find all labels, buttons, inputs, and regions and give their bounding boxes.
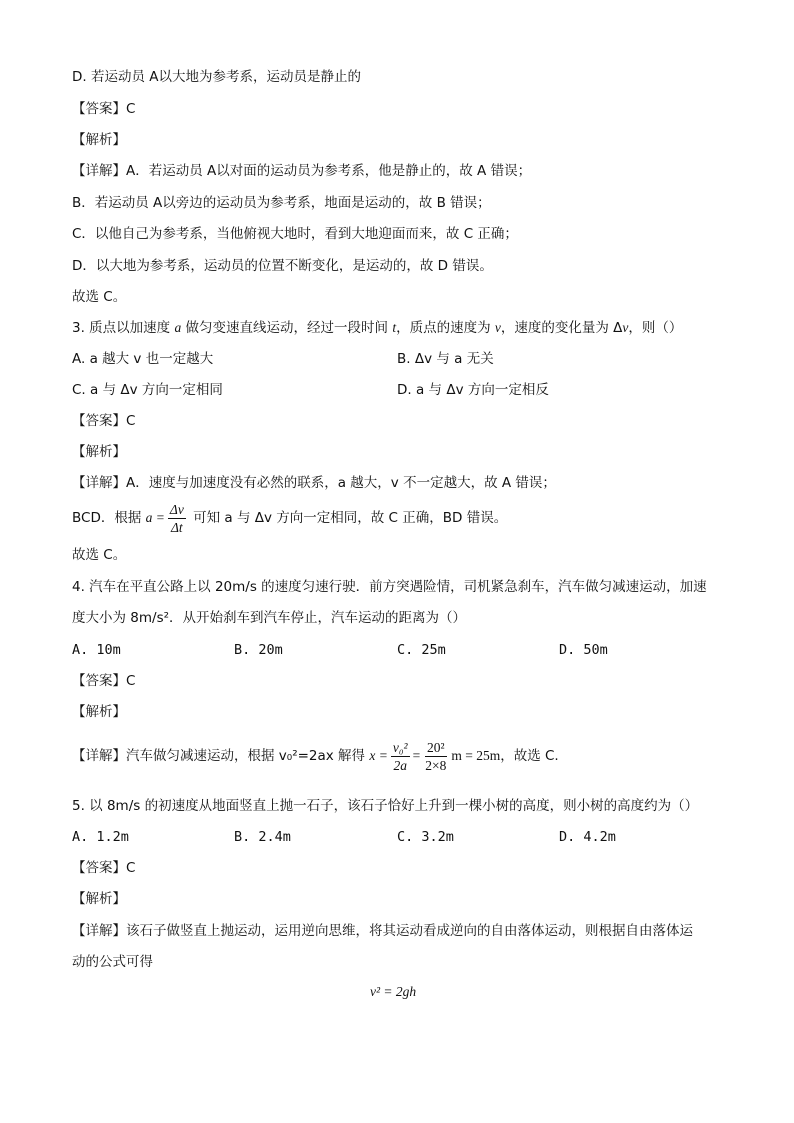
q2-option-d: D. 若运动员 A以大地为参考系，运动员是静止的 [72, 69, 362, 85]
q4-detail: 【详解】汽车做匀减速运动，根据 v₀²=2ax 解得 x = $\frac{\text{v₀²}}{2a}$ = $\frac{\text{20²}}{2\times 8}$ m = 25m，故选 C. [72, 739, 559, 773]
q5-detail-line-1: 【详解】该石子做竖直上抛运动，运用逆向思维，将其运动看成逆向的自由落体运动，则根据自由落体运 [72, 923, 693, 939]
q2-detail-b: B．若运动员 A以旁边的运动员为参考系，地面是运动的，故 B 错误； [72, 195, 491, 211]
q5-option-b: B. 2.4m [234, 829, 291, 845]
q5-formula: v² = 2gh [370, 984, 417, 999]
q3-stem: 3. 质点以加速度 a 做匀变速直线运动，经过一段时间 t，质点的速度为 v，速度的变化量为 Δv，则（） [72, 320, 683, 336]
q3-option-d: D. a 与 Δv 方向一定相反 [397, 382, 549, 398]
q5-detail-line-2: 动的公式可得 [72, 954, 153, 970]
q2-analysis-heading: 【解析】 [72, 132, 126, 148]
q4-option-b: B. 20m [234, 642, 283, 658]
q3-analysis-heading: 【解析】 [72, 444, 126, 460]
q3-conclusion: 故选 C。 [72, 547, 127, 563]
q3-formula-fraction: $\frac{\Delta v}{\Delta t}$ [169, 501, 184, 535]
q2-conclusion: 故选 C。 [72, 289, 127, 305]
q2-detail-c: C．以他自己为参考系，当他俯视大地时，看到大地迎面而来，故 C 正确； [72, 226, 518, 242]
q4-stem-line-2: 度大小为 8m/s²．从开始刹车到汽车停止，汽车运动的距离为（） [72, 610, 467, 626]
q4-answer: 【答案】C [72, 673, 136, 689]
q3-answer: 【答案】C [72, 413, 136, 429]
q3-detail-bcd: BCD．根据 a = $\frac{\Delta v}{\Delta t}$ 可知 a 与 Δv 方向一定相同，故 C 正确，BD 错误。 [72, 501, 508, 535]
q4-stem-line-1: 4. 汽车在平直公路上以 20m/s 的速度匀速行驶．前方突遇险情，司机紧急刹车，汽车做匀减速运动，加速 [72, 579, 707, 595]
q4-formula-fraction-1: $\frac{\text{v₀²}}{2a}$ [392, 739, 408, 773]
q2-detail-d: D．以大地为参考系，运动员的位置不断变化，是运动的，故 D 错误。 [72, 258, 493, 274]
q5-option-c: C. 3.2m [397, 829, 454, 845]
q4-analysis-heading: 【解析】 [72, 704, 126, 720]
q2-detail-a: 【详解】A．若运动员 A以对面的运动员为参考系，他是静止的，故 A 错误； [72, 163, 532, 179]
q5-option-d: D. 4.2m [559, 829, 616, 845]
q4-option-c: C. 25m [397, 642, 446, 658]
q4-formula-fraction-2: $\frac{\text{20²}}{2\times 8}$ [425, 739, 447, 773]
q3-formula-lhs: a = [145, 510, 165, 525]
q3-option-b: B. Δv 与 a 无关 [397, 351, 494, 367]
q4-option-a: A. 10m [72, 642, 121, 658]
q3-option-c: C. a 与 Δv 方向一定相同 [72, 382, 223, 398]
q5-option-a: A. 1.2m [72, 829, 129, 845]
q5-stem: 5. 以 8m/s 的初速度从地面竖直上抛一石子，该石子恰好上升到一棵小树的高度，则小树的高度约为（） [72, 798, 699, 814]
q2-answer: 【答案】C [72, 101, 136, 117]
q5-answer: 【答案】C [72, 860, 136, 876]
q3-detail-a: 【详解】A．速度与加速度没有必然的联系，a 越大，v 不一定越大，故 A 错误； [72, 475, 556, 491]
q5-analysis-heading: 【解析】 [72, 891, 126, 907]
q3-option-a: A. a 越大 v 也一定越大 [72, 351, 214, 367]
q4-option-d: D. 50m [559, 642, 608, 658]
